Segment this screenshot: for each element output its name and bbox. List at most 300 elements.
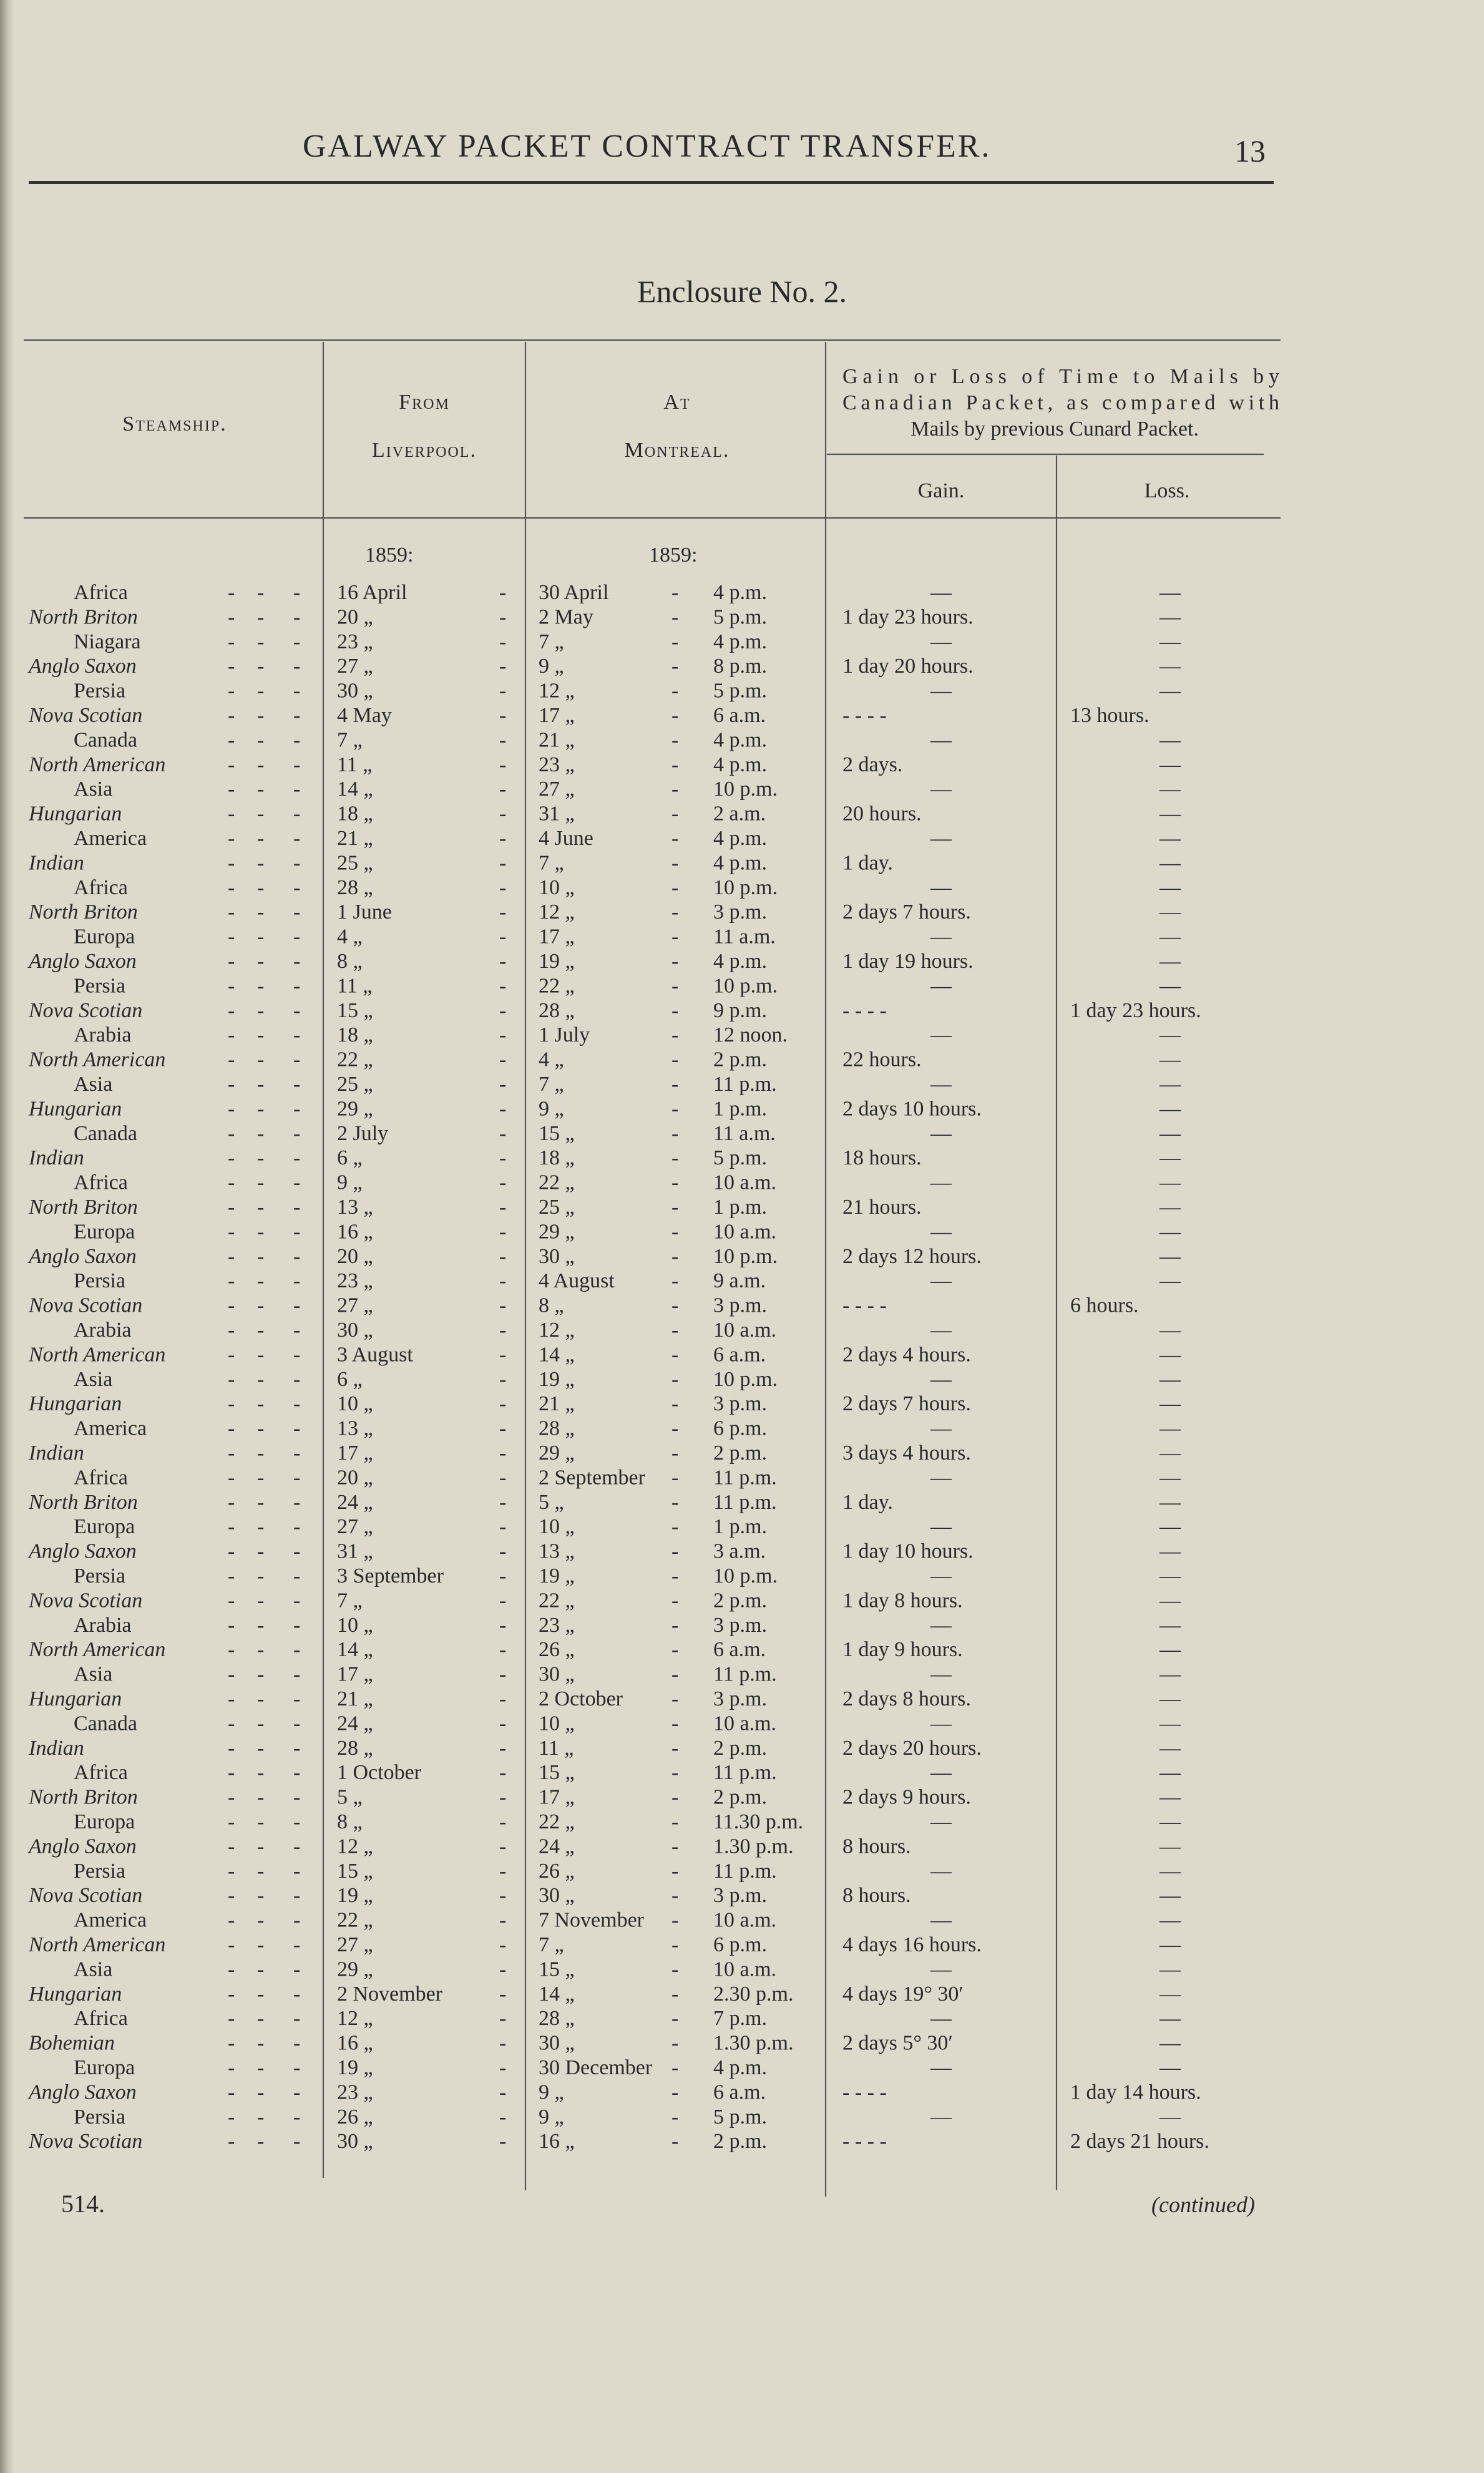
leader-dash: -	[293, 851, 301, 875]
arrival-time: 5 p.m.	[713, 1146, 767, 1170]
leader-dash: -	[293, 1269, 301, 1293]
leader-dash: -	[257, 1244, 265, 1268]
leader-dash: -	[257, 2105, 265, 2129]
gain-value: 21 hours.	[842, 1196, 922, 1219]
table-row	[28, 1441, 1181, 1465]
leader-dash: -	[257, 1196, 265, 1219]
at-date: 26 „	[539, 1859, 575, 1883]
from-date: 20 „	[337, 605, 373, 629]
loss-value: —	[1159, 1073, 1181, 1096]
header-loss: Loss.	[1144, 479, 1190, 502]
at-date: 16 „	[539, 2130, 575, 2154]
at-date: 17 „	[539, 1785, 575, 1809]
ship-name: Indian	[29, 1441, 84, 1465]
leader-dash: -	[228, 1982, 235, 2006]
leader-dash: -	[499, 1564, 507, 1588]
loss-value: —	[1159, 974, 1181, 998]
at-date: 22 „	[539, 1589, 575, 1612]
ship-name: North American	[29, 1048, 166, 1071]
gain-value: 1 day 9 hours.	[842, 1638, 963, 1662]
leader-dash: -	[257, 2031, 265, 2055]
leader-dash: -	[228, 974, 235, 998]
leader-dash: -	[228, 950, 235, 973]
leader-dash: -	[228, 679, 235, 703]
leader-dash: -	[499, 2105, 507, 2129]
loss-value: —	[1159, 1761, 1181, 1785]
from-date: 6 „	[337, 1367, 363, 1391]
gain-value: 4 days 16 hours.	[842, 1933, 982, 1956]
gain-value: —	[930, 778, 952, 801]
leader-dash: -	[499, 974, 507, 998]
from-date: 12 „	[337, 1835, 373, 1858]
leader-dash: -	[257, 1810, 265, 1833]
arrival-time: 1.30 p.m.	[713, 2031, 794, 2055]
at-date: 7 November	[539, 1908, 645, 1932]
leader-dash: -	[671, 1048, 679, 1071]
leader-dash: -	[293, 827, 301, 850]
loss-value: —	[1159, 1908, 1181, 1932]
leader-dash: -	[257, 876, 265, 899]
arrival-time: 4 p.m.	[713, 827, 767, 850]
loss-value: —	[1159, 950, 1181, 973]
arrival-time: 5 p.m.	[713, 679, 767, 703]
leader-dash: -	[257, 1859, 265, 1883]
leader-dash: -	[257, 925, 265, 949]
table-row	[27, 950, 1181, 973]
loss-value: —	[1159, 1933, 1181, 1956]
loss-value: 1 day 23 hours.	[1070, 998, 1201, 1022]
leader-dash: -	[499, 1982, 507, 2006]
leader-dash: -	[228, 1515, 235, 1539]
folio-number: 514.	[61, 2190, 105, 2218]
gain-value: 3 days 4 hours.	[842, 1441, 971, 1465]
leader-dash: -	[293, 1196, 301, 1219]
from-date: 18 „	[337, 802, 373, 826]
leader-dash: -	[671, 876, 679, 899]
leader-dash: -	[293, 1589, 301, 1612]
leader-dash: -	[228, 1121, 235, 1145]
loss-value: —	[1159, 1244, 1181, 1268]
leader-dash: -	[228, 1220, 235, 1244]
leader-dash: -	[499, 1958, 507, 1981]
leader-dash: -	[671, 1613, 679, 1637]
at-date: 22 „	[539, 1171, 575, 1194]
table-row	[74, 2105, 1181, 2129]
table-row	[74, 1466, 1181, 1489]
leader-dash: -	[228, 1048, 235, 1071]
leader-dash: -	[671, 581, 679, 604]
ship-name: Canada	[74, 728, 137, 752]
ship-name: Canada	[74, 1121, 137, 1145]
leader-dash: -	[228, 802, 235, 826]
leader-dash: -	[293, 950, 301, 973]
loss-value: —	[1159, 1884, 1181, 1908]
header-steamship: Steamship.	[122, 412, 227, 436]
gain-value: - - - -	[842, 704, 887, 727]
leader-dash: -	[499, 1466, 507, 1490]
arrival-time: 11 a.m.	[713, 925, 776, 949]
from-date: 20 „	[337, 1466, 373, 1490]
from-date: 27 „	[337, 655, 373, 678]
at-date: 26 „	[539, 1638, 575, 1662]
leader-dash: -	[671, 1564, 679, 1588]
ship-name: Persia	[74, 1564, 126, 1588]
gain-value: —	[930, 1564, 952, 1588]
leader-dash: -	[257, 900, 265, 924]
from-date: 30 „	[337, 2130, 373, 2154]
loss-value: —	[1159, 1319, 1181, 1342]
at-date: 2 May	[539, 605, 593, 629]
leader-dash: -	[671, 1171, 679, 1194]
table-row	[74, 1368, 1181, 1391]
leader-dash: -	[228, 581, 235, 604]
arrival-time: 10 p.m.	[713, 1367, 778, 1391]
from-date: 14 „	[337, 778, 373, 801]
leader-dash: -	[293, 2080, 301, 2104]
table-row	[28, 1146, 1181, 1169]
loss-value: —	[1159, 1687, 1181, 1710]
leader-dash: -	[257, 1835, 265, 1858]
leader-dash: -	[671, 950, 679, 973]
leader-dash: -	[257, 1466, 265, 1490]
leader-dash: -	[228, 998, 235, 1022]
at-date: 9 „	[539, 2105, 564, 2129]
from-date: 11 „	[337, 753, 373, 776]
leader-dash: -	[257, 581, 265, 604]
leader-dash: -	[499, 1244, 507, 1268]
leader-dash: -	[293, 802, 301, 826]
ship-name: Anglo Saxon	[29, 950, 137, 973]
leader-dash: -	[228, 753, 235, 776]
leader-dash: -	[257, 1294, 265, 1317]
leader-dash: -	[293, 2031, 301, 2055]
leader-dash: -	[499, 802, 507, 826]
leader-dash: -	[228, 1958, 235, 1981]
loss-value: —	[1159, 900, 1181, 924]
leader-dash: -	[499, 1736, 507, 1760]
leader-dash: -	[671, 1761, 679, 1785]
table-row	[28, 1884, 1181, 1907]
table-row	[74, 581, 1181, 604]
arrival-time: 2 p.m.	[713, 1785, 767, 1809]
ship-name: Africa	[74, 876, 128, 899]
loss-value: —	[1159, 1539, 1181, 1563]
loss-value: —	[1159, 1269, 1181, 1293]
leader-dash: -	[257, 1269, 265, 1293]
at-date: 4 June	[539, 827, 593, 850]
gain-value: 4 days 19° 30′	[842, 1982, 964, 2006]
leader-dash: -	[257, 1884, 265, 1908]
at-date: 4 August	[539, 1269, 615, 1293]
leader-dash: -	[293, 1982, 301, 2006]
at-date: 12 „	[539, 1319, 575, 1342]
from-date: 10 „	[337, 1392, 373, 1416]
ship-name: Africa	[74, 1466, 128, 1490]
leader-dash: -	[293, 679, 301, 703]
leader-dash: -	[671, 851, 679, 875]
leader-dash: -	[257, 1343, 265, 1367]
loss-value: —	[1159, 1121, 1181, 1145]
ship-name: Asia	[74, 1367, 113, 1391]
year-at: 1859:	[649, 544, 698, 567]
from-date: 16 „	[337, 1220, 373, 1244]
ship-name: Europa	[74, 1220, 135, 1244]
page-number: 13	[1234, 134, 1266, 168]
leader-dash: -	[293, 1023, 301, 1047]
leader-dash: -	[499, 1196, 507, 1219]
arrival-time: 10 p.m.	[713, 1244, 778, 1268]
leader-dash: -	[499, 1539, 507, 1563]
arrival-time: 3 a.m.	[713, 1539, 766, 1563]
table-row	[28, 802, 1181, 826]
arrival-time: 6 a.m.	[713, 1343, 766, 1367]
table-row	[74, 2007, 1181, 2030]
leader-dash: -	[671, 1589, 679, 1612]
gain-value: —	[930, 2007, 952, 2031]
leader-dash: -	[671, 1441, 679, 1465]
leader-dash: -	[293, 2007, 301, 2031]
from-date: 27 „	[337, 1933, 373, 1956]
arrival-time: 10 p.m.	[713, 876, 778, 899]
table-row	[74, 1220, 1181, 1243]
leader-dash: -	[228, 1441, 235, 1465]
loss-value: —	[1159, 1515, 1181, 1539]
leader-dash: -	[671, 1073, 679, 1096]
loss-value: —	[1159, 1613, 1181, 1637]
leader-dash: -	[499, 925, 507, 949]
at-date: 27 „	[539, 778, 575, 801]
from-date: 19 „	[337, 1884, 373, 1908]
leader-dash: -	[228, 1171, 235, 1194]
leader-dash: -	[671, 1638, 679, 1662]
leader-dash: -	[257, 1146, 265, 1170]
table-row	[28, 1786, 1181, 1809]
leader-dash: -	[293, 876, 301, 899]
gain-value: 1 day.	[842, 851, 893, 875]
at-date: 30 „	[539, 1884, 575, 1908]
ship-name: Africa	[74, 581, 128, 604]
leader-dash: -	[228, 900, 235, 924]
leader-dash: -	[499, 827, 507, 850]
leader-dash: -	[293, 1908, 301, 1932]
leader-dash: -	[499, 778, 507, 801]
ship-name: Persia	[74, 2105, 126, 2129]
at-date: 23 „	[539, 1613, 575, 1637]
from-date: 15 „	[337, 1859, 373, 1883]
leader-dash: -	[228, 1859, 235, 1883]
loss-value: —	[1159, 778, 1181, 801]
at-date: 18 „	[539, 1146, 575, 1170]
leader-dash: -	[293, 1933, 301, 1956]
leader-dash: -	[293, 1515, 301, 1539]
at-date: 2 September	[539, 1466, 645, 1490]
leader-dash: -	[228, 1687, 235, 1710]
loss-value: —	[1159, 2056, 1181, 2079]
leader-dash: -	[671, 1319, 679, 1342]
from-date: 30 „	[337, 679, 373, 703]
leader-dash: -	[499, 900, 507, 924]
leader-dash: -	[671, 2031, 679, 2055]
leader-dash: -	[293, 1367, 301, 1391]
arrival-time: 2.30 p.m.	[713, 1982, 794, 2006]
leader-dash: -	[293, 1073, 301, 1096]
gain-value: —	[930, 1367, 952, 1391]
table-row	[74, 728, 1181, 751]
leader-dash: -	[293, 1220, 301, 1244]
table-row	[28, 900, 1181, 924]
ship-name: Nova Scotian	[29, 2130, 143, 2154]
from-date: 4 „	[337, 925, 363, 949]
leader-dash: -	[671, 1294, 679, 1317]
loss-value: —	[1159, 1097, 1181, 1121]
leader-dash: -	[257, 1662, 265, 1686]
leader-dash: -	[671, 1859, 679, 1883]
leader-dash: -	[257, 1638, 265, 1662]
loss-value: —	[1159, 1785, 1181, 1809]
leader-dash: -	[499, 1220, 507, 1244]
table-row	[74, 778, 1181, 801]
leader-dash: -	[293, 630, 301, 653]
gain-value: —	[930, 1171, 952, 1194]
from-date: 29 „	[337, 1097, 373, 1121]
at-date: 30 „	[539, 1662, 575, 1686]
leader-dash: -	[293, 1958, 301, 1981]
arrival-time: 10 a.m.	[713, 1319, 777, 1342]
ship-name: Europa	[74, 1810, 135, 1833]
loss-value: 2 days 21 hours.	[1070, 2130, 1209, 2154]
gain-value: - - - -	[842, 2080, 887, 2104]
gain-value: —	[930, 827, 952, 850]
at-date: 24 „	[539, 1835, 575, 1858]
leader-dash: -	[228, 1097, 235, 1121]
leader-dash: -	[257, 1121, 265, 1145]
ship-name: North Briton	[29, 1196, 138, 1219]
leader-dash: -	[257, 1048, 265, 1071]
at-date: 19 „	[539, 1367, 575, 1391]
gain-value: —	[930, 925, 952, 949]
leader-dash: -	[499, 704, 507, 727]
arrival-time: 4 p.m.	[713, 950, 767, 973]
from-date: 15 „	[337, 998, 373, 1022]
leader-dash: -	[671, 605, 679, 629]
leader-dash: -	[257, 1908, 265, 1932]
arrival-time: 1 p.m.	[713, 1097, 767, 1121]
from-date: 1 October	[337, 1761, 422, 1785]
leader-dash: -	[228, 1835, 235, 1858]
header-gainloss-line3: Mails by previous Cunard Packet.	[910, 417, 1199, 441]
leader-dash: -	[499, 1490, 507, 1514]
loss-value: —	[1159, 851, 1181, 875]
arrival-time: 3 p.m.	[713, 1613, 767, 1637]
from-date: 3 September	[337, 1564, 444, 1588]
leader-dash: -	[293, 900, 301, 924]
leader-dash: -	[293, 605, 301, 629]
ship-name: Anglo Saxon	[29, 1539, 137, 1563]
loss-value: —	[1159, 1146, 1181, 1170]
gain-value: 1 day 10 hours.	[842, 1539, 974, 1563]
arrival-time: 12 noon.	[713, 1023, 788, 1047]
leader-dash: -	[293, 1097, 301, 1121]
leader-dash: -	[228, 1564, 235, 1588]
at-date: 15 „	[539, 1958, 575, 1981]
arrival-time: 1 p.m.	[713, 1196, 767, 1219]
loss-value: —	[1159, 1958, 1181, 1981]
at-date: 30 December	[539, 2056, 653, 2079]
arrival-time: 4 p.m.	[713, 728, 767, 752]
leader-dash: -	[499, 1515, 507, 1539]
gain-value: 2 days.	[842, 753, 903, 776]
loss-value: —	[1159, 655, 1181, 678]
loss-value: —	[1159, 1023, 1181, 1047]
leader-dash: -	[257, 1933, 265, 1956]
table-row	[74, 680, 1181, 703]
arrival-time: 11 p.m.	[713, 1073, 777, 1096]
leader-dash: -	[499, 1097, 507, 1121]
arrival-time: 3 p.m.	[713, 1687, 767, 1710]
table-row	[74, 1712, 1181, 1735]
arrival-time: 6 a.m.	[713, 2080, 766, 2104]
leader-dash: -	[671, 802, 679, 826]
leader-dash: -	[228, 728, 235, 752]
arrival-time: 9 p.m.	[713, 998, 767, 1022]
ship-name: Indian	[29, 1736, 84, 1760]
ship-name: Persia	[74, 679, 126, 703]
gain-value: —	[930, 1121, 952, 1145]
at-date: 13 „	[539, 1539, 575, 1563]
ship-name: Anglo Saxon	[29, 2080, 137, 2104]
enclosure-title: Enclosure No. 2.	[637, 274, 847, 309]
leader-dash: -	[257, 1785, 265, 1809]
leader-dash: -	[293, 974, 301, 998]
leader-dash: -	[228, 1417, 235, 1440]
from-date: 31 „	[337, 1539, 373, 1563]
leader-dash: -	[671, 2080, 679, 2104]
ship-name: Persia	[74, 974, 126, 998]
gain-value: —	[930, 1220, 952, 1244]
table-row	[74, 1122, 1181, 1145]
table-row	[29, 2032, 1181, 2055]
at-date: 22 „	[539, 1810, 575, 1833]
ship-name: Hungarian	[29, 1392, 122, 1416]
loss-value: —	[1159, 1367, 1181, 1391]
table-row	[74, 1614, 1181, 1637]
from-date: 20 „	[337, 1244, 373, 1268]
leader-dash: -	[257, 1097, 265, 1121]
leader-dash: -	[228, 925, 235, 949]
from-date: 29 „	[337, 1958, 373, 1981]
loss-value: —	[1159, 1662, 1181, 1686]
leader-dash: -	[671, 998, 679, 1022]
gain-value: —	[930, 1466, 952, 1490]
arrival-time: 2 p.m.	[713, 1441, 767, 1465]
loss-value: —	[1159, 1048, 1181, 1071]
leader-dash: -	[499, 1023, 507, 1047]
leader-dash: -	[499, 1859, 507, 1883]
loss-value: —	[1159, 2007, 1181, 2031]
at-date: 11 „	[539, 1736, 574, 1760]
ship-name: North Briton	[29, 1785, 138, 1809]
arrival-time: 3 p.m.	[713, 900, 767, 924]
arrival-time: 11.30 p.m.	[713, 1810, 804, 1833]
leader-dash: -	[499, 851, 507, 875]
leader-dash: -	[499, 1294, 507, 1317]
loss-value: —	[1159, 1171, 1181, 1194]
leader-dash: -	[257, 1171, 265, 1194]
at-date: 10 „	[539, 876, 575, 899]
arrival-time: 2 p.m.	[713, 1048, 767, 1071]
table-row	[27, 655, 1181, 678]
from-date: 16 April	[337, 581, 408, 604]
